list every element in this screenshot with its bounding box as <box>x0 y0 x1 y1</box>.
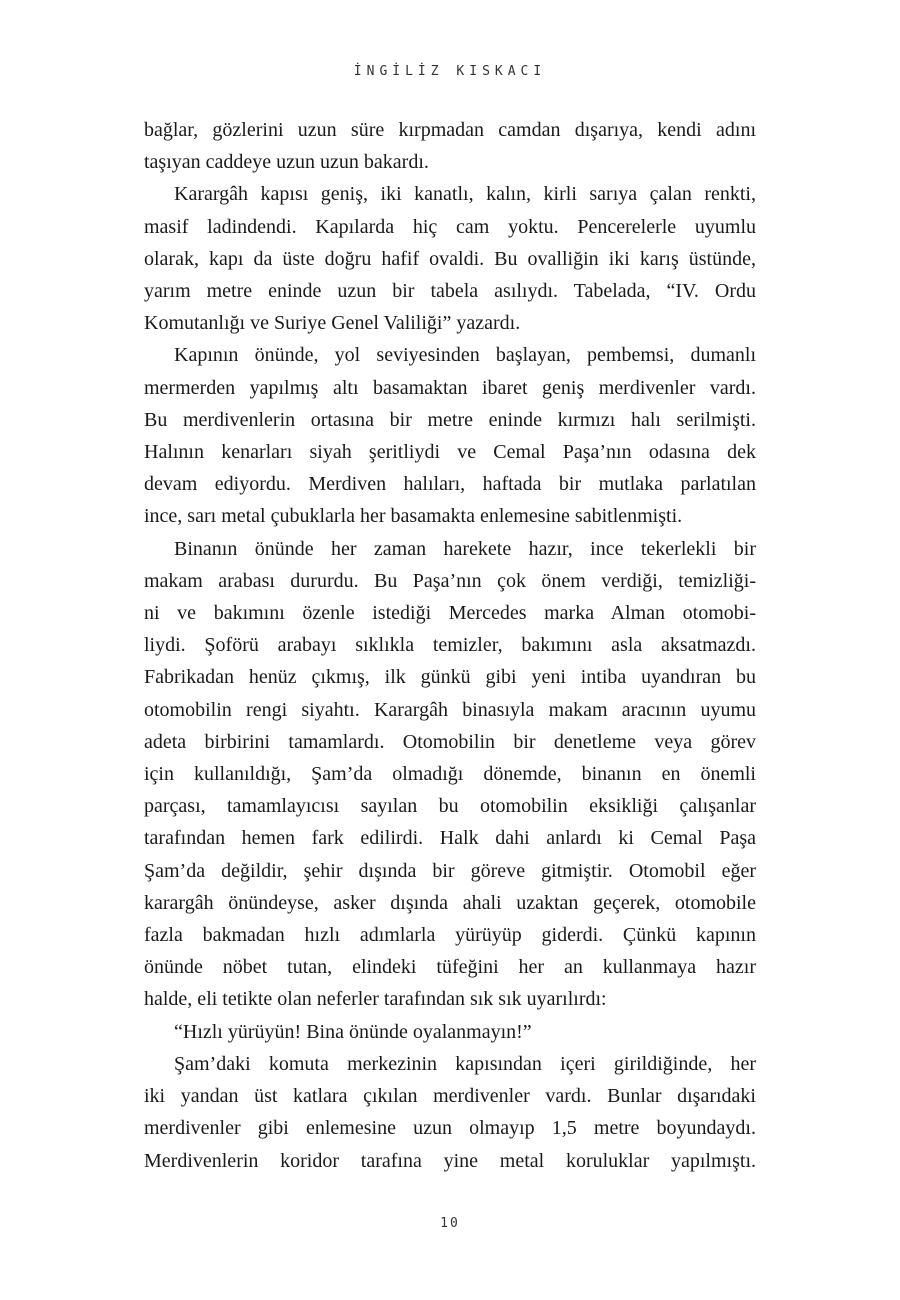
text-line: adeta birbirini tamamlardı. Otomobilin bir denetleme veya görev <box>144 730 756 753</box>
text-line: mermerden yapılmış altı basamaktan ibaret geniş merdivenler vardı. <box>144 376 756 399</box>
paragraph <box>144 339 756 532</box>
text-line: merdivenler gibi enlemesine uzun olmayıp 1,5 metre boyundaydı. <box>144 1117 756 1140</box>
paragraph <box>144 114 756 178</box>
paragraph <box>144 178 756 339</box>
text-line: makam arabası dururdu. Bu Paşa’nın çok önem verdiği, temizliği- <box>144 569 756 592</box>
paragraph <box>144 1048 756 1177</box>
text-line: liydi. Şoförü arabayı sıklıkla temizler, bakımını asla aksatmazdı. <box>144 634 756 657</box>
text-line: Merdivenlerin koridor tarafına yine metal koruluklar yapılmıştı. <box>144 1149 756 1172</box>
running-header: İNGİLİZ KISKACI <box>353 64 547 79</box>
text-line: Halının kenarları siyah şeritliydi ve Cemal Paşa’nın odasına dek <box>144 441 756 464</box>
text-line: devam ediyordu. Merdiven halıları, haftada bir mutlaka parlatılan <box>144 473 756 496</box>
text-line: bağlar, gözlerini uzun süre kırpmadan camdan dışarıya, kendi adını <box>144 119 756 141</box>
text-line: Binanın önünde her zaman harekete hazır, ince tekerlekli bir <box>174 537 756 560</box>
text-line: tarafından hemen fark edilirdi. Halk dahi anlardı ki Cemal Paşa <box>144 827 756 850</box>
text-line: Bu merdivenlerin ortasına bir metre eninde kırmızı halı serilmişti. <box>144 408 756 431</box>
text-line: olarak, kapı da üste doğru hafif ovaldi. Bu ovalliğin iki karış üstünde, <box>144 247 756 270</box>
text-line: ni ve bakımını özenle istediği Mercedes marka Alman otomobi- <box>144 602 756 625</box>
text-line: Karargâh kapısı geniş, iki kanatlı, kalın, kirli sarıya çalan renkti, <box>174 183 756 206</box>
paragraph-dialogue <box>144 1016 756 1048</box>
text-line: taşıyan caddeye uzun uzun bakardı. <box>144 151 429 174</box>
text-line: yarım metre eninde uzun bir tabela asılıydı. Tabelada, “IV. Ordu <box>144 280 756 303</box>
text-line: masif ladindendi. Kapılarda hiç cam yoktu. Pencerelerle uyumlu <box>144 215 756 238</box>
text-line: için kullanıldığı, Şam’da olmadığı dönemde, binanın en önemli <box>144 763 756 786</box>
text-line: “Hızlı yürüyün! Bina önünde oyalanmayın!” <box>174 1020 532 1043</box>
text-line: halde, eli tetikte olan neferler tarafından sık sık uyarılırdı: <box>144 988 607 1011</box>
text-line: Şam’da değildir, şehir dışında bir göreve gitmiştir. Otomobil eğer <box>144 859 756 882</box>
text-line: Komutanlığı ve Suriye Genel Valiliği” yazardı. <box>144 312 521 335</box>
text-line: fazla bakmadan hızlı adımlarla yürüyüp giderdi. Çünkü kapının <box>144 924 756 947</box>
body-text <box>144 114 756 1177</box>
text-line: Kapının önünde, yol seviyesinden başlayan, pembemsi, dumanlı <box>174 344 756 367</box>
text-line: otomobilin rengi siyahtı. Karargâh binasıyla makam aracının uyumu <box>144 698 756 721</box>
paragraph <box>144 533 756 1016</box>
text-line: önünde nöbet tutan, elindeki tüfeğini her an kullanmaya hazır <box>144 956 756 979</box>
text-line: Fabrikadan henüz çıkmış, ilk günkü gibi yeni intiba uyandıran bu <box>144 666 756 689</box>
text-line: ince, sarı metal çubuklarla her basamakta enlemesine sabitlenmişti. <box>144 505 683 528</box>
text-line: iki yandan üst katlara çıkılan merdivenler vardı. Bunlar dışarıdaki <box>144 1085 756 1108</box>
text-line: parçası, tamamlayıcısı sayılan bu otomobilin eksikliği çalışanlar <box>144 795 756 818</box>
text-line: Şam’daki komuta merkezinin kapısından içeri girildiğinde, her <box>174 1052 756 1075</box>
text-line: karargâh önündeyse, asker dışında ahali uzaktan geçerek, otomobile <box>144 891 756 914</box>
page-number: 10 <box>440 1216 460 1231</box>
